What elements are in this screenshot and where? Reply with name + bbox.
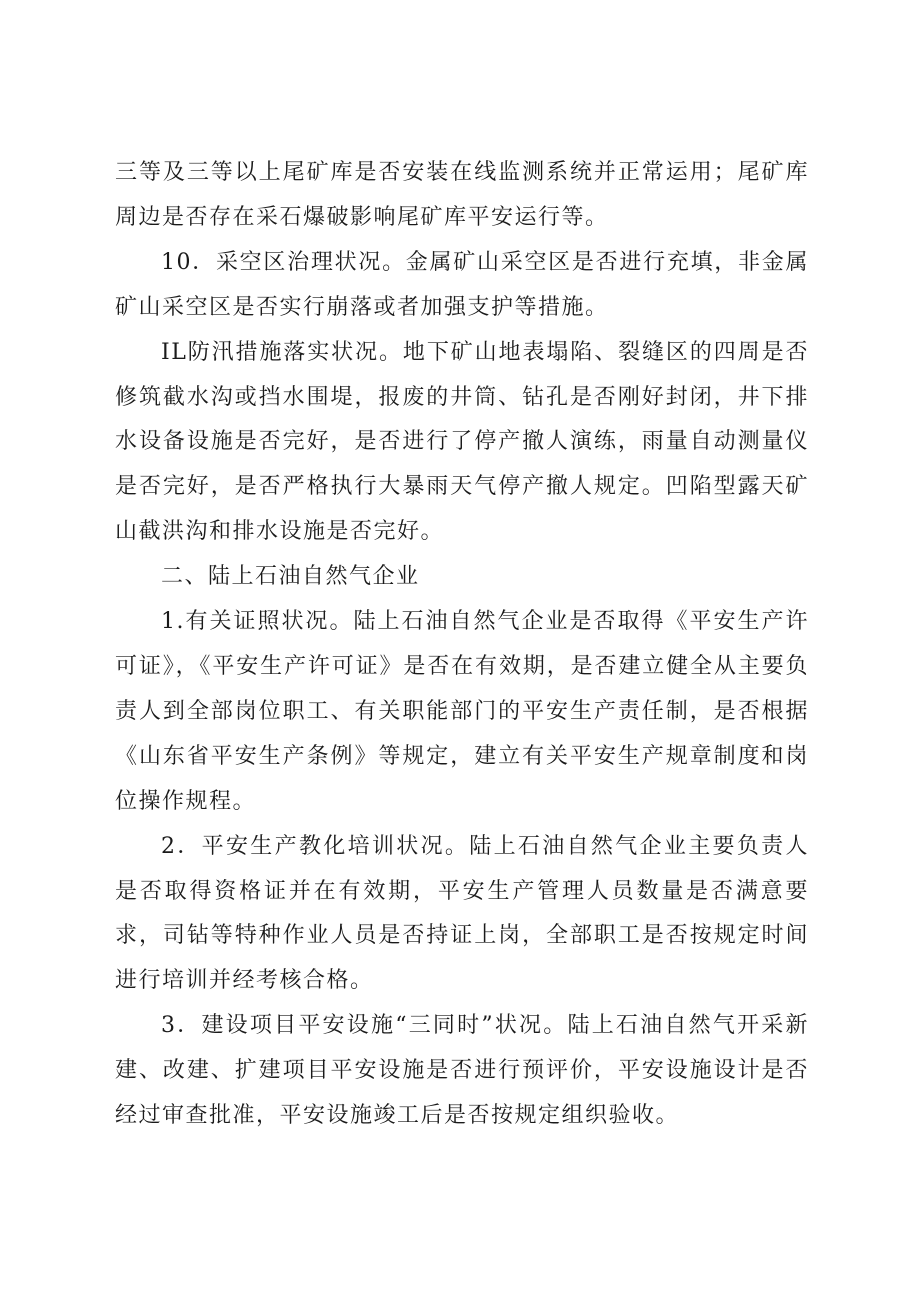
paragraph-flood-control: IL防汛措施落实状况。地下矿山地表塌陷、裂缝区的四周是否修筑截水沟或挡水围堤，报废的井筒、钻孔是否刚好封闭，井下排水设备设施是否完好，是否进行了停产撤人演练，雨量自动测量仪是否完好，是否严格执行大暴雨天气停产撤人规定。凹陷型露天矿山截洪沟和排水设施是否完好。 [115, 339, 809, 545]
paragraph-goaf-treatment: 10．采空区治理状况。金属矿山采空区是否进行充填，非金属矿山采空区是否实行崩落或者加强支护等措施。 [115, 249, 809, 320]
document-body [115, 151, 809, 1139]
paragraph-tailings-continued: 三等及三等以上尾矿库是否安装在线监测系统并正常运用；尾矿库周边是否存在采石爆破影响尾矿库平安运行等。 [115, 160, 809, 230]
paragraph-certificates: 1.有关证照状况。陆上石油自然气企业是否取得《平安生产许可证》，《平安生产许可证》是否在有效期，是否建立健全从主要负责人到全部岗位职工、有关职能部门的平安生产责任制，是否根据《山东省平安生产条例》等规定，建立有关平安生产规章制度和岗位操作规程。 [115, 609, 809, 814]
paragraph-three-simultaneous: 3．建设项目平安设施“三同时”状况。陆上石油自然气开采新建、改建、扩建项目平安设施是否进行预评价，平安设施设计是否经过审查批准，平安设施竣工后是否按规定组织验收。 [115, 1013, 809, 1129]
section-heading-onshore-oil-gas: 二、陆上石油自然气企业 [161, 564, 420, 590]
paragraph-safety-training: 2．平安生产教化培训状况。陆上石油自然气企业主要负责人是否取得资格证并在有效期，平安生产管理人员数量是否满意要求，司钻等特种作业人员是否持证上岗，全部职工是否按规定时间进行培训并经考核合格。 [115, 833, 809, 994]
